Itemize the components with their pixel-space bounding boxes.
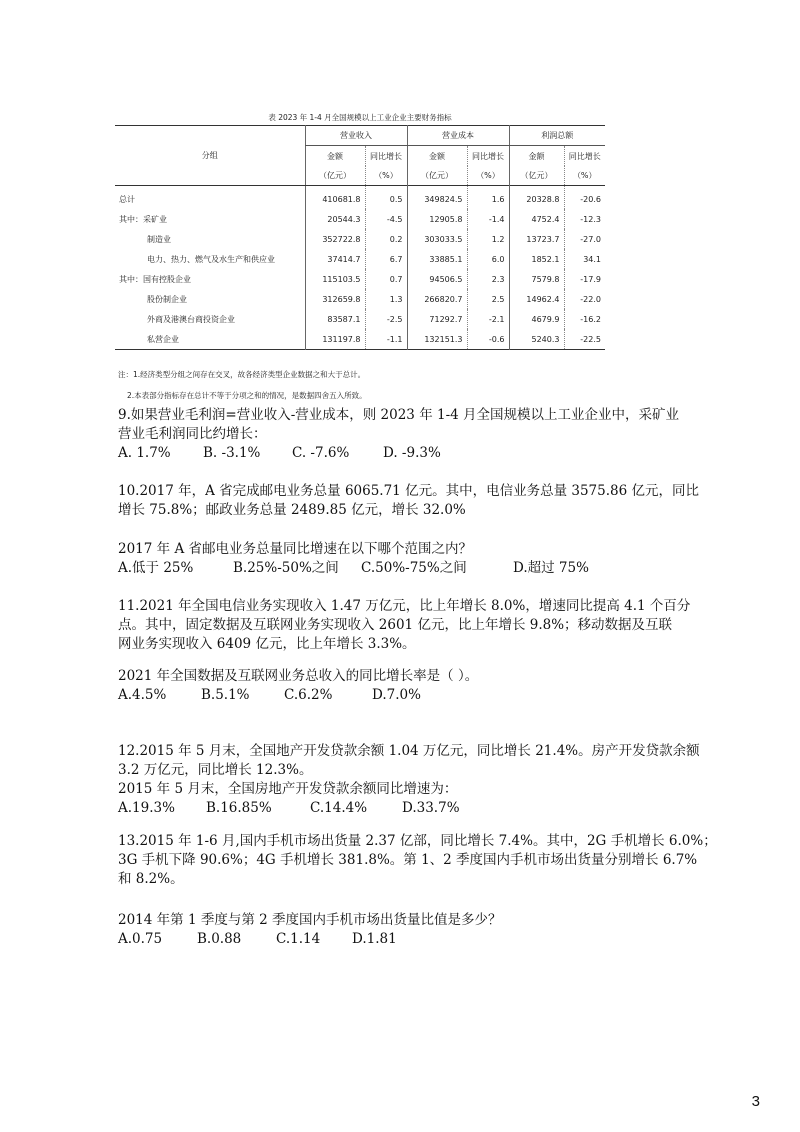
option-d: D.1.81: [352, 931, 397, 947]
cell: 20328.8: [509, 186, 564, 210]
cell: -2.1: [467, 309, 509, 329]
question-prompt: 2017 年 A 省邮电业务总量同比增速在以下哪个范围之内？: [118, 541, 472, 557]
question-text: 3.2 万亿元，同比增长 12.3%。: [118, 762, 313, 778]
option-b: B. -3.1%: [203, 445, 261, 461]
question-11: [118, 597, 690, 654]
options-row: [118, 686, 478, 705]
table-note: 2.本表部分指标存在总计不等于分项之和的情况，是数据四舍五入所致。: [127, 391, 367, 400]
cell: -12.3: [564, 209, 605, 229]
cell: 20544.3: [305, 209, 365, 229]
question-text: 13.2015 年 1-6 月,国内手机市场出货量 2.37 亿部，同比增长 7.4%。其中，2G 手机增长 6.0%；: [118, 833, 717, 849]
cell: 5240.3: [509, 329, 564, 350]
question-prompt: 2014 年第 1 季度与第 2 季度国内手机市场出货量比值是多少？: [118, 912, 502, 928]
row-label: 其中：国有控股企业: [119, 274, 191, 284]
cell: 1.3: [365, 289, 407, 309]
row-label: 制造业: [147, 234, 171, 244]
question-13: [118, 832, 717, 889]
subheader-growth: 同比增长: [365, 146, 407, 167]
col-group-cost: 营业成本: [407, 126, 509, 146]
question-text: 11.2021 年全国电信业务实现收入 1.47 万亿元，比上年增长 8.0%，增速同比提高 4.1 个百分: [118, 598, 691, 614]
unit-percent: （%）: [365, 166, 407, 186]
table-row: [115, 249, 605, 269]
option-a: A.4.5%: [118, 687, 167, 703]
subheader-amount: 金额: [407, 146, 467, 167]
unit-percent: （%）: [564, 166, 605, 186]
table-row: [115, 269, 605, 289]
group-header: 分组: [115, 126, 305, 186]
option-c: C.50%-75%之间: [361, 560, 467, 576]
cell: 71292.7: [407, 309, 467, 329]
question-text: 和 8.2%。: [118, 871, 184, 887]
option-a: A. 1.7%: [118, 445, 171, 461]
question-9: [118, 406, 679, 463]
option-c: C.6.2%: [284, 687, 333, 703]
table-notes: [118, 364, 367, 406]
option-c: C. -7.6%: [292, 445, 350, 461]
table-row: [115, 289, 605, 309]
cell: 33885.1: [407, 249, 467, 269]
cell: -27.0: [564, 229, 605, 249]
cell: 14962.4: [509, 289, 564, 309]
cell: -22.5: [564, 329, 605, 350]
question-text: 2015 年 5 月末，全国房地产开发贷款余额同比增速为：: [118, 781, 458, 797]
cell: 7579.8: [509, 269, 564, 289]
option-c: C.14.4%: [310, 800, 368, 816]
options-row: [118, 930, 502, 949]
table-note: 注：1.经济类型分组之间存在交叉，故各经济类型企业数据之和大于总计。: [118, 370, 366, 379]
financial-table: [115, 125, 605, 350]
cell: -4.5: [365, 209, 407, 229]
cell: 0.5: [365, 186, 407, 210]
cell: -16.2: [564, 309, 605, 329]
cell: 131197.8: [305, 329, 365, 350]
question-10: [118, 482, 699, 520]
cell: 1852.1: [509, 249, 564, 269]
option-a: A.0.75: [118, 931, 163, 947]
options-row: [118, 559, 589, 578]
options-row: [118, 444, 679, 463]
table-row: [115, 309, 605, 329]
table-row: [115, 186, 605, 210]
row-label: 股份制企业: [147, 294, 187, 304]
option-a: A.19.3%: [118, 800, 175, 816]
cell: 1.2: [467, 229, 509, 249]
question-text: 增长 75.8%；邮政业务总量 2489.85 亿元，增长 32.0%: [118, 502, 466, 518]
cell: 0.7: [365, 269, 407, 289]
col-group-revenue: 营业收入: [305, 126, 407, 146]
question-11-prompt: [118, 667, 478, 705]
row-label: 电力、热力、燃气及水生产和供应业: [147, 254, 275, 264]
question-text: 9.如果营业毛利润=营业收入-营业成本，则 2023 年 1-4 月全国规模以上工业企业中，采矿业: [118, 407, 680, 423]
unit-percent: （%）: [467, 166, 509, 186]
question-13-prompt: [118, 911, 502, 949]
cell: 6.7: [365, 249, 407, 269]
question-text: 3G 手机下降 90.6%；4G 手机增长 381.8%。第 1、2 季度国内手机市场出货量分别增长 6.7%: [118, 852, 698, 868]
cell: 303033.5: [407, 229, 467, 249]
option-c: C.1.14: [276, 931, 321, 947]
subheader-amount: 金额: [509, 146, 564, 167]
col-group-profit: 利润总额: [509, 126, 605, 146]
cell: 34.1: [564, 249, 605, 269]
question-text: 12.2015 年 5 月末，全国地产开发贷款余额 1.04 万亿元，同比增长 21.4%。房产开发贷款余额: [118, 743, 700, 759]
cell: 2.5: [467, 289, 509, 309]
unit-amount: （亿元）: [509, 166, 564, 186]
table-row: [115, 229, 605, 249]
option-b: B.16.85%: [206, 800, 272, 816]
option-d: D.超过 75%: [513, 560, 589, 576]
option-d: D.7.0%: [372, 687, 421, 703]
option-d: D.33.7%: [402, 800, 460, 816]
question-text: 营业毛利润同比约增长：: [118, 426, 267, 442]
cell: 83587.1: [305, 309, 365, 329]
cell: 352722.8: [305, 229, 365, 249]
option-b: B.25%-50%之间: [233, 560, 339, 576]
cell: 1.6: [467, 186, 509, 210]
cell: -1.1: [365, 329, 407, 350]
cell: 2.3: [467, 269, 509, 289]
cell: 115103.5: [305, 269, 365, 289]
option-a: A.低于 25%: [118, 560, 194, 576]
cell: 4679.9: [509, 309, 564, 329]
cell: -1.4: [467, 209, 509, 229]
option-b: B.0.88: [197, 931, 242, 947]
cell: 349824.5: [407, 186, 467, 210]
row-label: 其中：采矿业: [119, 214, 167, 224]
cell: 4752.4: [509, 209, 564, 229]
cell: 410681.8: [305, 186, 365, 210]
question-prompt: 2021 年全国数据及互联网业务总收入的同比增长率是（ ）。: [118, 668, 479, 684]
page-number: 3: [751, 1093, 760, 1110]
row-label: 总计: [119, 194, 135, 204]
cell: 94506.5: [407, 269, 467, 289]
question-text: 网业务实现收入 6409 亿元，比上年增长 3.3%。: [118, 636, 416, 652]
cell: 37414.7: [305, 249, 365, 269]
cell: 6.0: [467, 249, 509, 269]
cell: 266820.7: [407, 289, 467, 309]
cell: 13723.7: [509, 229, 564, 249]
option-b: B.5.1%: [201, 687, 250, 703]
question-10-prompt: [118, 540, 589, 578]
cell: -2.5: [365, 309, 407, 329]
cell: 0.2: [365, 229, 407, 249]
cell: 312659.8: [305, 289, 365, 309]
cell: -0.6: [467, 329, 509, 350]
table-row: [115, 329, 605, 350]
table-row: [115, 209, 605, 229]
cell: 132151.3: [407, 329, 467, 350]
options-row: [118, 799, 700, 818]
question-text: 10.2017 年，A 省完成邮电业务总量 6065.71 亿元。其中，电信业务总量 3575.86 亿元，同比: [118, 483, 699, 499]
option-d: D. -9.3%: [383, 445, 441, 461]
unit-amount: （亿元）: [305, 166, 365, 186]
subheader-growth: 同比增长: [467, 146, 509, 167]
question-12: [118, 742, 700, 818]
subheader-amount: 金额: [305, 146, 365, 167]
cell: -17.9: [564, 269, 605, 289]
table-caption: 表 2023 年 1-4 月全国规模以上工业企业主要财务指标: [268, 113, 452, 122]
cell: -22.0: [564, 289, 605, 309]
subheader-growth: 同比增长: [564, 146, 605, 167]
row-label: 外商及港澳台商投资企业: [147, 314, 235, 324]
cell: -20.6: [564, 186, 605, 210]
row-label: 私营企业: [147, 334, 179, 344]
question-text: 点。其中，固定数据及互联网业务实现收入 2601 亿元，比上年增长 9.8%；移动数据及互联: [118, 617, 673, 633]
cell: 12905.8: [407, 209, 467, 229]
unit-amount: （亿元）: [407, 166, 467, 186]
